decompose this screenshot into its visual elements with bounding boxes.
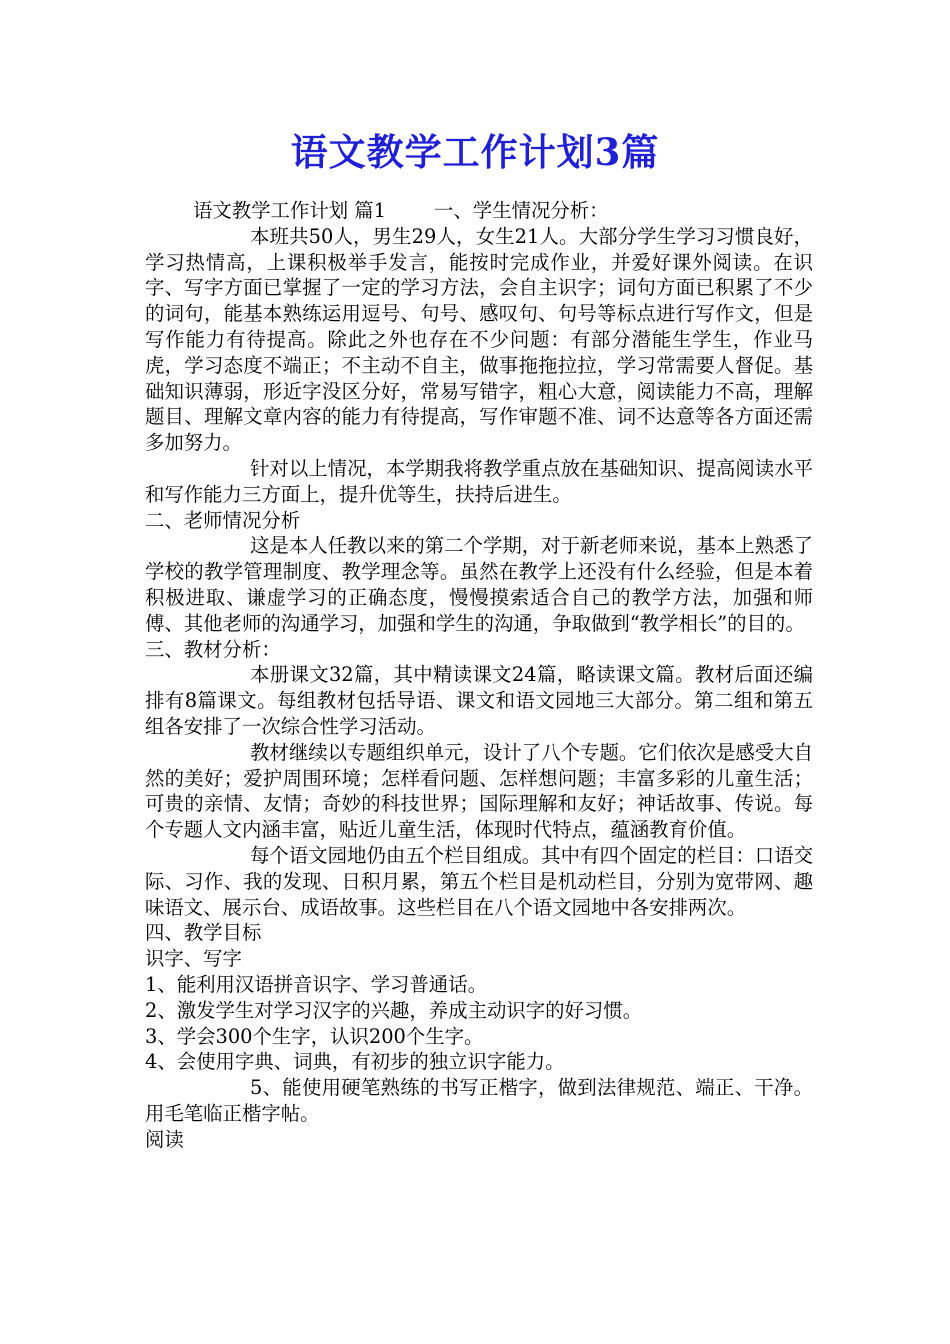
goal-item-2: 2、激发学生对学习汉字的兴趣，养成主动识字的好习惯。 [145, 998, 643, 1022]
document-body [145, 198, 813, 1152]
intro-heading: 语文教学工作计划 篇1 [193, 199, 387, 222]
goal-item-1: 1、能利用汉语拼音识字、学习普通话。 [145, 972, 487, 996]
section1-heading: 一、学生情况分析： [434, 199, 609, 222]
paragraph-student-analysis: 本班共50人，男生29人，女生21人。大部分学生学习习惯良好，学习热情高，上课积极举手发言，能按时完成作业，并爱好课外阅读。在识字、写字方面已掌握了一定的学习方法，会自主识字；词句方面已积累了不少的词句，能基本熟练运用逗号、句号、感叹句、句号等标点进行写作文，但是写作能力有待提高。除此之外也存在不少问题：有部分潜能生学生，作业马虎，学习态度不端正；不主动不自主，做事拖拖拉拉，学习常需要人督促。基础知识薄弱，形近字没区分好，常易写错字，粗心大意，阅读能力不高，理解题目、理解文章内容的能力有待提高，写作审题不准、词不达意等各方面还需多加努力。 [145, 224, 813, 455]
section2-heading: 二、老师情况分析 [145, 508, 301, 532]
goal-item-3: 3、学会300个生字，认识200个生字。 [145, 1024, 484, 1048]
paragraph-teacher-analysis: 这是本人任教以来的第二个学期，对于新老师来说，基本上熟悉了学校的教学管理制度、教学理念等。虽然在教学上还没有什么经验，但是本着积极进取、谦虚学习的正确态度，慢慢摸索适合自己的教学方法，加强和师傅、其他老师的沟通学习，加强和学生的沟通，争取做到“教学相长”的目的。 [145, 534, 813, 635]
sub-heading-reading: 阅读 [145, 1127, 184, 1151]
intro-line [145, 198, 813, 224]
section4-heading: 四、教学目标 [145, 921, 262, 945]
goal-item-4: 4、会使用字典、词典，有初步的独立识字能力。 [145, 1050, 565, 1074]
goal-item-5: 5、能使用硬笔熟练的书写正楷字，做到法律规范、端正、干净。用毛笔临正楷字帖。 [145, 1076, 813, 1125]
section3-heading: 三、教材分析： [145, 637, 281, 661]
paragraph-textbook-overview: 本册课文32篇，其中精读课文24篇，略读课文篇。教材后面还编排有8篇课文。每组教材包括导语、课文和语文园地三大部分。第二组和第五组各安排了一次综合性学习活动。 [145, 663, 813, 738]
sub-heading-literacy: 识字、写字 [145, 947, 242, 971]
paragraph-textbook-themes: 教材继续以专题组织单元，设计了八个专题。它们依次是感受大自然的美好；爱护周围环境；怎样看问题、怎样想问题；丰富多彩的儿童生活；可贵的亲情、友情；奇妙的科技世界；国际理解和友好；神话故事、传说。每个专题人文内涵丰富，贴近儿童生活，体现时代特点，蕴涵教育价值。 [145, 740, 813, 842]
paragraph-teaching-focus: 针对以上情况，本学期我将教学重点放在基础知识、提高阅读水平和写作能力三方面上，提升优等生，扶持后进生。 [145, 456, 813, 506]
document-title: 语文教学工作计划3篇 [290, 130, 660, 174]
paragraph-language-garden: 每个语文园地仍由五个栏目组成。其中有四个固定的栏目：口语交际、习作、我的发现、日积月累，第五个栏目是机动栏目，分别为宽带网、趣味语文、展示台、成语故事。这些栏目在八个语文园地中各安排两次。 [145, 843, 813, 919]
